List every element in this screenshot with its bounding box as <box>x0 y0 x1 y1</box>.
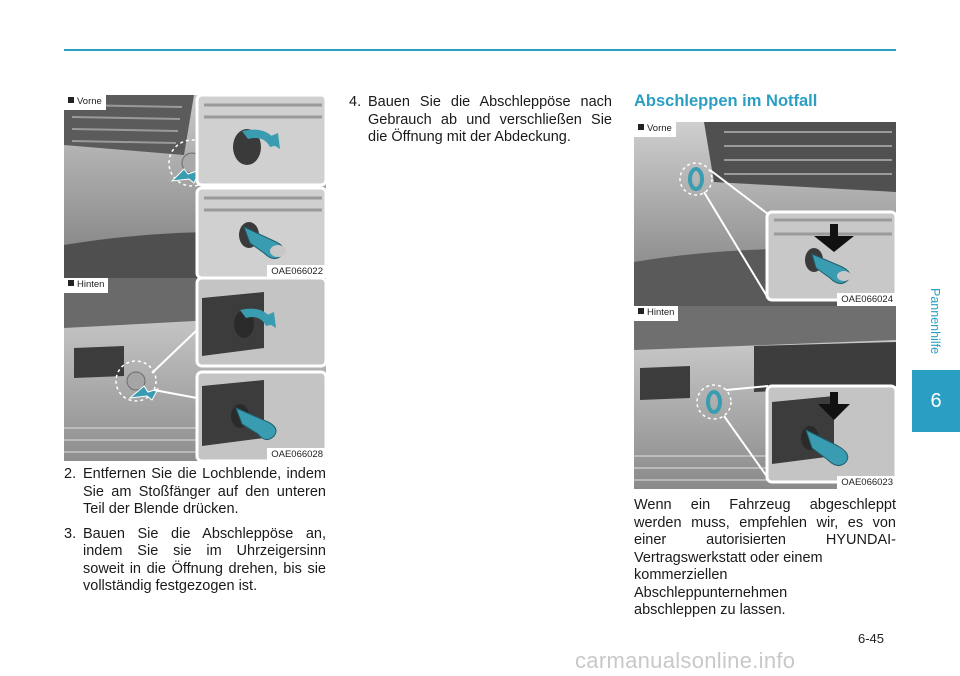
figure-code: OAE066023 <box>837 476 896 489</box>
rear-emergency-illustration <box>634 306 896 489</box>
figure-rear-emergency-tow <box>634 306 896 489</box>
figure-label: Hinten <box>634 306 678 321</box>
step-text: Bauen Sie die Abschleppöse nach Gebrauch ab und verschließen Sie die Öffnung mit der Abdeckung. <box>368 94 612 145</box>
step-number: 3. <box>64 525 77 542</box>
watermark: carmanualsonline.info <box>575 648 796 673</box>
step-number: 2. <box>64 466 77 482</box>
top-rule <box>64 49 896 51</box>
square-bullet-icon <box>68 280 74 286</box>
figure-code: OAE066028 <box>267 448 326 461</box>
paragraph-text: abschleppen zu lassen. <box>634 602 786 618</box>
paragraph-text-spaced: kommerziellen <box>634 567 728 583</box>
step-item <box>64 466 326 519</box>
chapter-title: Pannenhilfe <box>928 288 942 355</box>
step-item <box>349 94 612 147</box>
figure-front-tow-hook <box>64 95 326 278</box>
paragraph-text-spaced: Abschleppunternehmen <box>634 584 788 601</box>
square-bullet-icon <box>68 97 74 103</box>
step-text: Bauen Sie die Abschleppöse an, indem Sie sie im Uhrzeigersinn soweit in die Öffnung drehen, bis sie vollständig festgezogen ist. <box>83 525 326 594</box>
step-number: 4. <box>349 94 362 110</box>
section-title: Abschleppen im Notfall <box>634 92 818 110</box>
figure-label: Vorne <box>634 122 676 137</box>
step-text: Entfernen Sie die Lochblende, indem Sie am Stoßfänger auf den unteren Teil der Blende drücken. <box>83 466 326 517</box>
figure-front-emergency-tow <box>634 122 896 306</box>
front-emergency-illustration <box>634 122 896 306</box>
emergency-tow-paragraph <box>634 497 896 620</box>
rear-bumper-illustration <box>64 278 326 461</box>
chapter-number-tab: 6 <box>912 370 960 432</box>
steps-left <box>64 466 326 603</box>
step-item <box>64 526 326 596</box>
steps-middle <box>349 94 612 154</box>
figure-rear-tow-hook <box>64 278 326 461</box>
page-number: 6-45 <box>858 631 885 646</box>
figure-code: OAE066022 <box>267 265 326 278</box>
figure-code: OAE066024 <box>837 293 896 306</box>
square-bullet-icon <box>638 308 644 314</box>
figure-label: Vorne <box>64 95 106 110</box>
figure-label: Hinten <box>64 278 108 293</box>
front-bumper-illustration <box>64 95 326 278</box>
square-bullet-icon <box>638 124 644 130</box>
paragraph-text: Wenn ein Fahrzeug abgeschleppt werden muss, empfehlen wir, es von einer autorisierten HYUNDAI-Vertragswerkstatt oder einem <box>634 497 896 566</box>
